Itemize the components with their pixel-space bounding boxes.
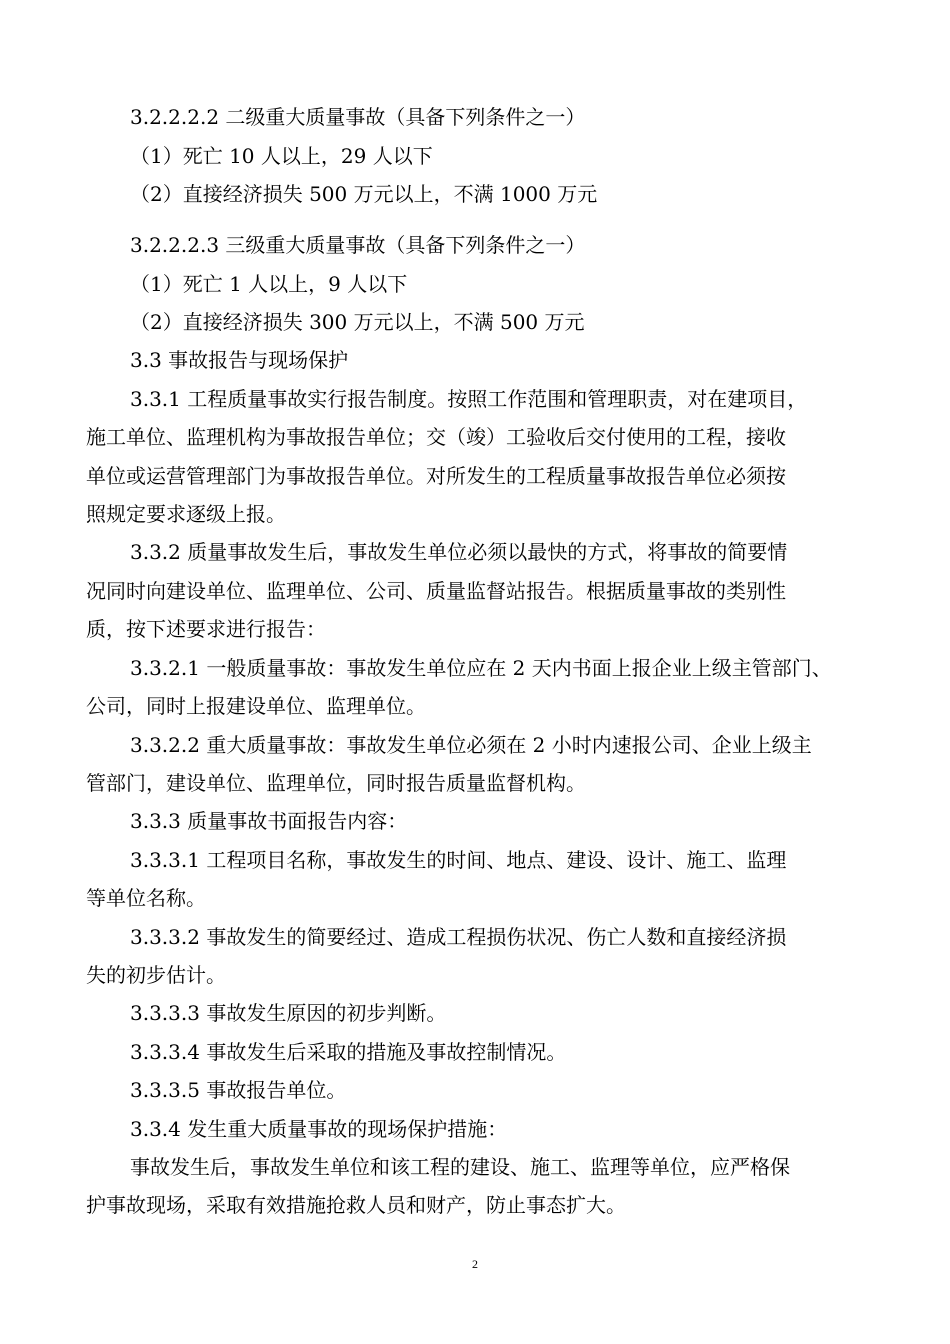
text-line: （1）死亡 1 人以上，9 人以下 (130, 272, 408, 296)
paragraph-3-3-3-2-line: 失的初步估计。 (86, 963, 226, 987)
paragraph-3-3-2-line: 3.3.2 质量事故发生后，事故发生单位必须以最快的方式，将事故的简要情 (130, 540, 788, 564)
paragraph-3-3-2-1-line: 3.3.2.1 一般质量事故：事故发生单位应在 2 天内书面上报企业上级主管部门、 (130, 656, 832, 680)
paragraph-3-3-2-line: 质，按下述要求进行报告： (86, 617, 326, 641)
text-line: （1）死亡 10 人以上，29 人以下 (130, 144, 433, 168)
paragraph-3-3-2-2-line: 管部门，建设单位、监理单位，同时报告质量监督机构。 (86, 771, 586, 795)
heading-3-3-4: 3.3.4 发生重大质量事故的现场保护措施： (130, 1117, 508, 1141)
paragraph-3-3-2-2-line: 3.3.2.2 重大质量事故：事故发生单位必须在 2 小时内速报公司、企业上级主 (130, 733, 812, 757)
paragraph-3-3-2-1-line: 公司，同时上报建设单位、监理单位。 (86, 694, 426, 718)
paragraph-site-protection-line: 事故发生后，事故发生单位和该工程的建设、施工、监理等单位，应严格保 (130, 1155, 790, 1179)
heading-3-2-2-2-3: 3.2.2.2.3 三级重大质量事故（具备下列条件之一） (130, 233, 586, 257)
paragraph-3-3-3-3: 3.3.3.3 事故发生原因的初步判断。 (130, 1001, 447, 1025)
paragraph-3-3-1-line: 照规定要求逐级上报。 (86, 502, 286, 526)
paragraph-3-3-3-1-line: 等单位名称。 (86, 886, 206, 910)
paragraph-3-3-1-line: 3.3.1 工程质量事故实行报告制度。按照工作范围和管理职责，对在建项目， (130, 387, 808, 411)
text-line: （2）直接经济损失 500 万元以上，不满 1000 万元 (130, 182, 598, 206)
paragraph-3-3-3-2-line: 3.3.3.2 事故发生的简要经过、造成工程损伤状况、伤亡人数和直接经济损 (130, 925, 787, 949)
paragraph-3-3-1-line: 施工单位、监理机构为事故报告单位；交（竣）工验收后交付使用的工程，接收 (86, 425, 786, 449)
paragraph-3-3-1-line: 单位或运营管理部门为事故报告单位。对所发生的工程质量事故报告单位必须按 (86, 464, 786, 488)
page-number: 2 (472, 1257, 478, 1271)
paragraph-3-3-3-1-line: 3.3.3.1 工程项目名称，事故发生的时间、地点、建设、设计、施工、监理 (130, 848, 787, 872)
heading-3-2-2-2-2: 3.2.2.2.2 二级重大质量事故（具备下列条件之一） (130, 105, 586, 129)
paragraph-3-3-3-4: 3.3.3.4 事故发生后采取的措施及事故控制情况。 (130, 1040, 567, 1064)
heading-3-3-3: 3.3.3 质量事故书面报告内容： (130, 809, 408, 833)
paragraph-site-protection-line: 护事故现场，采取有效措施抢救人员和财产，防止事态扩大。 (86, 1193, 626, 1217)
text-line: （2）直接经济损失 300 万元以上，不满 500 万元 (130, 310, 585, 334)
section-heading-3-3: 3.3 事故报告与现场保护 (130, 348, 349, 372)
paragraph-3-3-3-5: 3.3.3.5 事故报告单位。 (130, 1078, 347, 1102)
paragraph-3-3-2-line: 况同时向建设单位、监理单位、公司、质量监督站报告。根据质量事故的类别性 (86, 579, 786, 603)
